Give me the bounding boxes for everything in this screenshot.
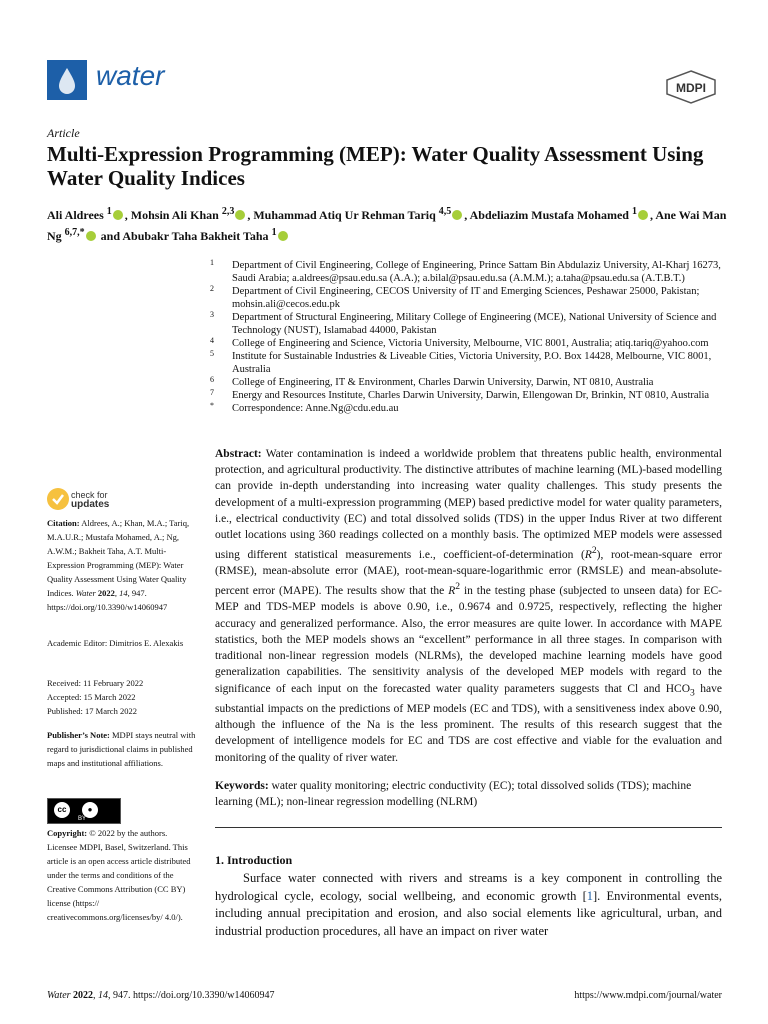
person-icon: ● <box>82 802 98 818</box>
citation-block: Citation: Aldrees, A.; Khan, M.A.; Tariq, M.A.U.R.; Mustafa Mohamed, A.; Ng, A.W.M.; Bakheit Taha, A.T. Multi-Expression Programming (MEP): Water Quality Assessment Using Water Quality Indices. Water 2022, 14, 947. https://doi.org/10.3390/w14060947 <box>47 518 190 612</box>
orcid-icon[interactable] <box>278 231 288 241</box>
orcid-icon[interactable] <box>86 231 96 241</box>
cc-icon: cc <box>54 802 70 818</box>
affiliation-item: 2 Department of Civil Engineering, CECOS University of IT and Emerging Sciences, Peshawar 25000, Pakistan; mohsin.ali@cecos.edu.pk <box>210 284 700 310</box>
section-heading: 1. Introduction <box>215 853 293 867</box>
article-type: Article <box>47 126 80 140</box>
author-name[interactable]: Abdeliazim Mustafa Mohamed <box>469 208 629 222</box>
orcid-icon[interactable] <box>452 210 462 220</box>
author-name[interactable]: Mohsin Ali Khan <box>130 208 219 222</box>
introduction-paragraph: Surface water connected with rivers and streams is a key component in controlling the hydrological cycle, ecology, social wellbeing, and economic growth [1]. Environmental events, including annual precipitation and erosion, and also social elements like agricultural, urban, and industrial production procedures, all have an impact on river water <box>215 871 723 938</box>
affiliation-item: 6 College of Engineering, IT & Environment, Charles Darwin University, Darwin, NT 0810, Australia <box>210 375 654 388</box>
paper-title: Multi-Expression Programming (MEP): Water Quality Assessment Using Water Quality Indices <box>47 142 704 190</box>
author-list: Ali Aldrees $^1$ , Mohsin Ali Khan $^{2,3}$ , Muhammad Atiq Ur Rehman Tariq $^{4,5}$ , Abdeliazim Mustafa Mohamed $^1$ , Ane Wai Man Ng $^{6,7,*}$ and Abubakr Taha Bakheit Taha $^1$ <box>47 206 727 243</box>
orcid-icon[interactable] <box>113 210 123 220</box>
publisher-note: Publisher’s Note: MDPI stays neutral with regard to jurisdictional claims in published maps and institutional affiliations. <box>47 730 196 768</box>
cc-by-license-badge[interactable] <box>47 798 121 824</box>
mdpi-logo <box>664 70 718 104</box>
copyright-block: Copyright: © 2022 by the authors. Licensee MDPI, Basel, Switzerland. This article is an open access article distributed under the terms and conditions of the Creative Commons Attribution (CC BY) license (https:// creativecommons.org/licenses/by/ 4.0/). <box>47 828 191 922</box>
by-label: BY <box>78 816 87 822</box>
journal-name: water <box>96 60 165 91</box>
affiliation-item: 3 Department of Structural Engineering, Military College of Engineering (MCE), National University of Science and Technology (NUST), Islamabad 44000, Pakistan <box>210 310 717 336</box>
orcid-icon[interactable] <box>235 210 245 220</box>
correspondence: * Correspondence: Anne.Ng@cdu.edu.au <box>210 401 399 414</box>
abstract: Abstract: Water contamination is indeed a worldwide problem that threatens public health, environmental protection, and agricultural productivity. The distinctive attributes of machine learning (ML)-based modelling can provide in-depth understanding into increasing water quality challenges. This study presents the development of a multi-expression programming (MEP) based predictive model for water quality parameters, i.e., electrical conductivity (EC) and total dissolved solids (TDS) in the upper Indus River at two different outlet locations using 360 readings collected on a monthly basis. The optimized MEP models were assessed using different statistical measurements i.e., coefficient-of-determination $(R^2)$, root-mean-square error (RMSE), mean-absolute error (MAE), root-mean-square-logarithmic error (RMSLE) and mean-absolute-percent error (MAPE). The results show that the $R^2$ in the testing phase (subjected to unseen data) for EC-MEP and TDS-MEP models is above 0.90, i.e., 0.9674 and 0.9725, respectively, reflecting the higher accuracy and generalized performance. Also, the error measures are quite lower. In accordance with MAPE statistics, both the MEP models shows an “excellent” performance in all three stages. In comparison with traditional non-linear regression models (NLRMs), the developed machine learning models have good generalization capabilities. The sensitivity analysis of the developed MEP models with regard to the significance of each input on the forecasted water quality parameters suggests that Cl and $HCO_3$ have substantial impacts on the predictions of MEP models (EC and TDS), with a sensitiveness index above 0.90, although the influence of the Na is the less prominent. The results of this research suggest that the development of intelligence models for EC and TDS are cost effective and viable for the evaluation and monitoring of the quality of river water. <box>215 448 722 764</box>
affiliation-item: 7 Energy and Resources Institute, Charles Darwin University, Darwin, Ellengowan Dr, Brinkin, NT 0810, Australia <box>210 388 710 401</box>
check-for-updates-badge[interactable]: check for updates <box>47 488 197 518</box>
check-for-updates-icon <box>47 488 69 510</box>
author-name[interactable]: Abubakr Taha Bakheit Taha <box>122 229 269 243</box>
journal-logo-icon <box>47 60 87 100</box>
academic-editor: Academic Editor: Dimitrios E. Alexakis <box>47 638 184 648</box>
footer-journal-url[interactable]: https://www.mdpi.com/journal/water <box>574 990 722 1001</box>
author-name[interactable]: Ane Wai Man Ng <box>47 208 727 243</box>
affiliation-item: 1 Department of Civil Engineering, College of Engineering, Prince Sattam Bin Abdulaziz University, Al-Kharj 16273, Saudi Arabia; a.aldrees@psau.edu.sa (A.A.); a.bilal@psau.edu.sa (A.M.M.); a.taha@psau.edu.sa (A.T.B.T.) <box>210 258 721 284</box>
affiliations <box>207 259 727 415</box>
orcid-icon[interactable] <box>638 210 648 220</box>
reference-link[interactable]: 1 <box>586 888 594 903</box>
keywords: Keywords: water quality monitoring; electric conductivity (EC); total dissolved solids (TDS); machine learning (ML); non-linear regression modelling (NLRM) <box>215 780 692 809</box>
accepted-date: Accepted: 15 March 2022 <box>47 692 136 702</box>
section-divider <box>215 827 722 828</box>
received-date: Received: 11 February 2022 <box>47 678 144 688</box>
author-name[interactable]: Ali Aldrees <box>47 208 104 222</box>
svg-text:MDPI: MDPI <box>676 81 706 95</box>
affiliation-item: 4 College of Engineering and Science, Victoria University, Melbourne, VIC 8001, Australia; atiq.tariq@yahoo.com <box>210 336 709 349</box>
published-date: Published: 17 March 2022 <box>47 706 137 716</box>
affiliation-item: 5 Institute for Sustainable Industries & Liveable Cities, Victoria University, P.O. Box 14428, Melbourne, VIC 8001, Australia <box>210 349 712 375</box>
footer-citation: Water 2022, 14, 947. https://doi.org/10.3390/w14060947 <box>47 990 275 1001</box>
author-name[interactable]: Muhammad Atiq Ur Rehman Tariq <box>253 208 436 222</box>
